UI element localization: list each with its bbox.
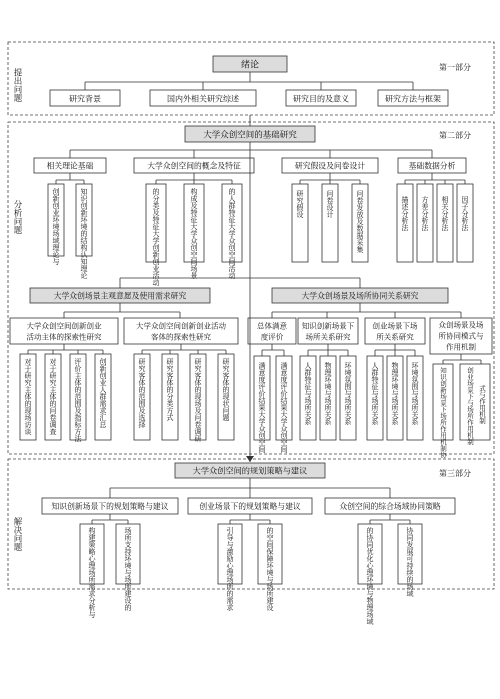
left-child: 评价主体的范围及指标方法: [74, 358, 82, 442]
right-group-label-line: 知识创新场景下: [301, 321, 355, 331]
right-child: 物理环境与场所关系: [391, 362, 399, 425]
right-child: 人群特征与场所关系: [371, 362, 379, 425]
analysis-group-label: 研究假设及问卷设计: [294, 161, 366, 171]
right-child: 满意度评价结果大学众创空间: [258, 362, 266, 453]
side-label-3: 解决问题: [12, 517, 22, 551]
right-child: 环境氛围与场所关系: [344, 362, 352, 425]
analysis-group-label: 大学众创空间的概念及特征: [147, 161, 241, 171]
solution-children: [80, 524, 422, 626]
arrow-down-icon: [246, 456, 254, 462]
analysis-child: 问卷设计: [326, 190, 334, 218]
analysis-group-label: 相关理论基础: [46, 161, 94, 171]
analysis-child: 研究假设: [296, 190, 304, 218]
left-child: 研究客体的范围及选择: [138, 358, 146, 428]
right-child: 创业场景下与场所作用机制: [466, 367, 474, 445]
left-group-label-line: 大学众创空间创新创业活动: [136, 321, 226, 331]
solution-child: 协同发展可持续的场域: [406, 527, 414, 597]
analysis-child: 创新创业环境场域理论与: [52, 188, 60, 265]
right-group-label-line: 作用机制: [446, 342, 476, 352]
solution-child: 场所支持环境与场所建设的: [124, 527, 132, 611]
solution-group-label: 知识创新场景下的规划策略与建议: [51, 502, 169, 511]
right-group-label-line: 场所关系研究: [305, 332, 351, 342]
right-group-label-line: 度评价: [260, 332, 284, 342]
side-label-1: 提出问题: [12, 68, 22, 102]
side-label-2: 分析问题: [12, 200, 22, 234]
intro-title: 绪论: [240, 60, 260, 71]
analysis-child: 问卷发放及数据采集: [356, 190, 364, 253]
right-group-label-line: 总体满意: [257, 321, 287, 331]
right-group-label-line: 众创场景及场: [438, 320, 484, 330]
part-label-2: 第二部分: [439, 131, 471, 140]
right-block-title: 大学众创场景及场所协同关系研究: [301, 291, 419, 301]
solution-child: 构建策略心理场所需求分析与: [88, 527, 96, 618]
analysis-child: 构成及特征大学众创空间场景: [190, 188, 198, 279]
right-group-label-line: 创业场景下场: [372, 321, 418, 331]
left-block-title: 大学众创场景主观意愿及使用需求研究: [53, 291, 187, 301]
left-child: 对于研究主体的问卷调查: [49, 358, 57, 435]
right-group-label-line: 所关系研究: [376, 332, 414, 342]
analysis-child: 因子分析法: [461, 196, 469, 231]
right-children: [254, 356, 490, 459]
analysis-child: 知识创新环境的结构认知理论: [80, 188, 88, 279]
part-label-1: 第一部分: [439, 63, 471, 72]
right-group-label-line: 所协同模式与: [438, 331, 484, 341]
left-child: 研究客体的现状问题: [222, 358, 230, 421]
analysis-child: 的分类及特征大学创新创业活动: [152, 188, 160, 286]
analysis-title: 大学众创空间的基础研究: [203, 130, 297, 141]
right-child: 式与作用机制: [478, 385, 486, 424]
intro-item: 研究目的及意义: [293, 94, 349, 104]
right-child: 满意度评价结果大学众创空间: [280, 362, 288, 453]
right-child: 人群特征与场所关系: [304, 362, 312, 425]
intro-item: 国内外相关研究综述: [167, 94, 239, 104]
left-child: 研究客体的现场及问卷调研: [194, 358, 202, 442]
analysis-child: 描述分析法: [401, 196, 409, 231]
left-child: 研究客体的分类方式: [166, 358, 174, 421]
right-child: 知识创新场景下场所作用机制协: [439, 367, 447, 458]
left-child: 创新创业人群需求汇总: [99, 358, 107, 428]
right-child: 物理环境与场所关系: [324, 362, 332, 425]
left-child: 对于研究主体的现场访谈: [24, 358, 32, 435]
analysis-child: 方差分析法: [421, 196, 429, 231]
left-group-label-line: 大学众创空间创新创业: [26, 321, 102, 331]
part-label-3: 第三部分: [439, 469, 471, 478]
analysis-child: 相关分析法: [441, 196, 449, 231]
analysis-children: [48, 184, 473, 287]
left-group-label-line: 活动主体的探索性研究: [26, 332, 102, 342]
solution-child: 的空间保障环境与场所建设: [266, 527, 274, 611]
solution-group-label: 创业场景下的规划策略与建议: [199, 502, 301, 511]
solution-title: 大学众创空间的规划策略与建议: [192, 465, 308, 476]
right-child: 环境氛围与场所关系: [411, 362, 419, 425]
solution-child: 的协同优化心理环境与物理场域: [366, 527, 374, 625]
solution-group-label: 众创空间的综合场域协同策略: [339, 502, 441, 511]
analysis-child: 的人群特征大学众创空间活动: [228, 188, 236, 279]
solution-child: 引导与激励心理场所的需求: [226, 527, 234, 611]
intro-item: 研究方法与框架: [385, 94, 441, 104]
left-children: [20, 354, 234, 443]
analysis-group-label: 基础数据分析: [408, 161, 456, 171]
intro-item: 研究背景: [69, 94, 101, 104]
left-group-label-line: 客体的探索性研究: [151, 332, 211, 342]
